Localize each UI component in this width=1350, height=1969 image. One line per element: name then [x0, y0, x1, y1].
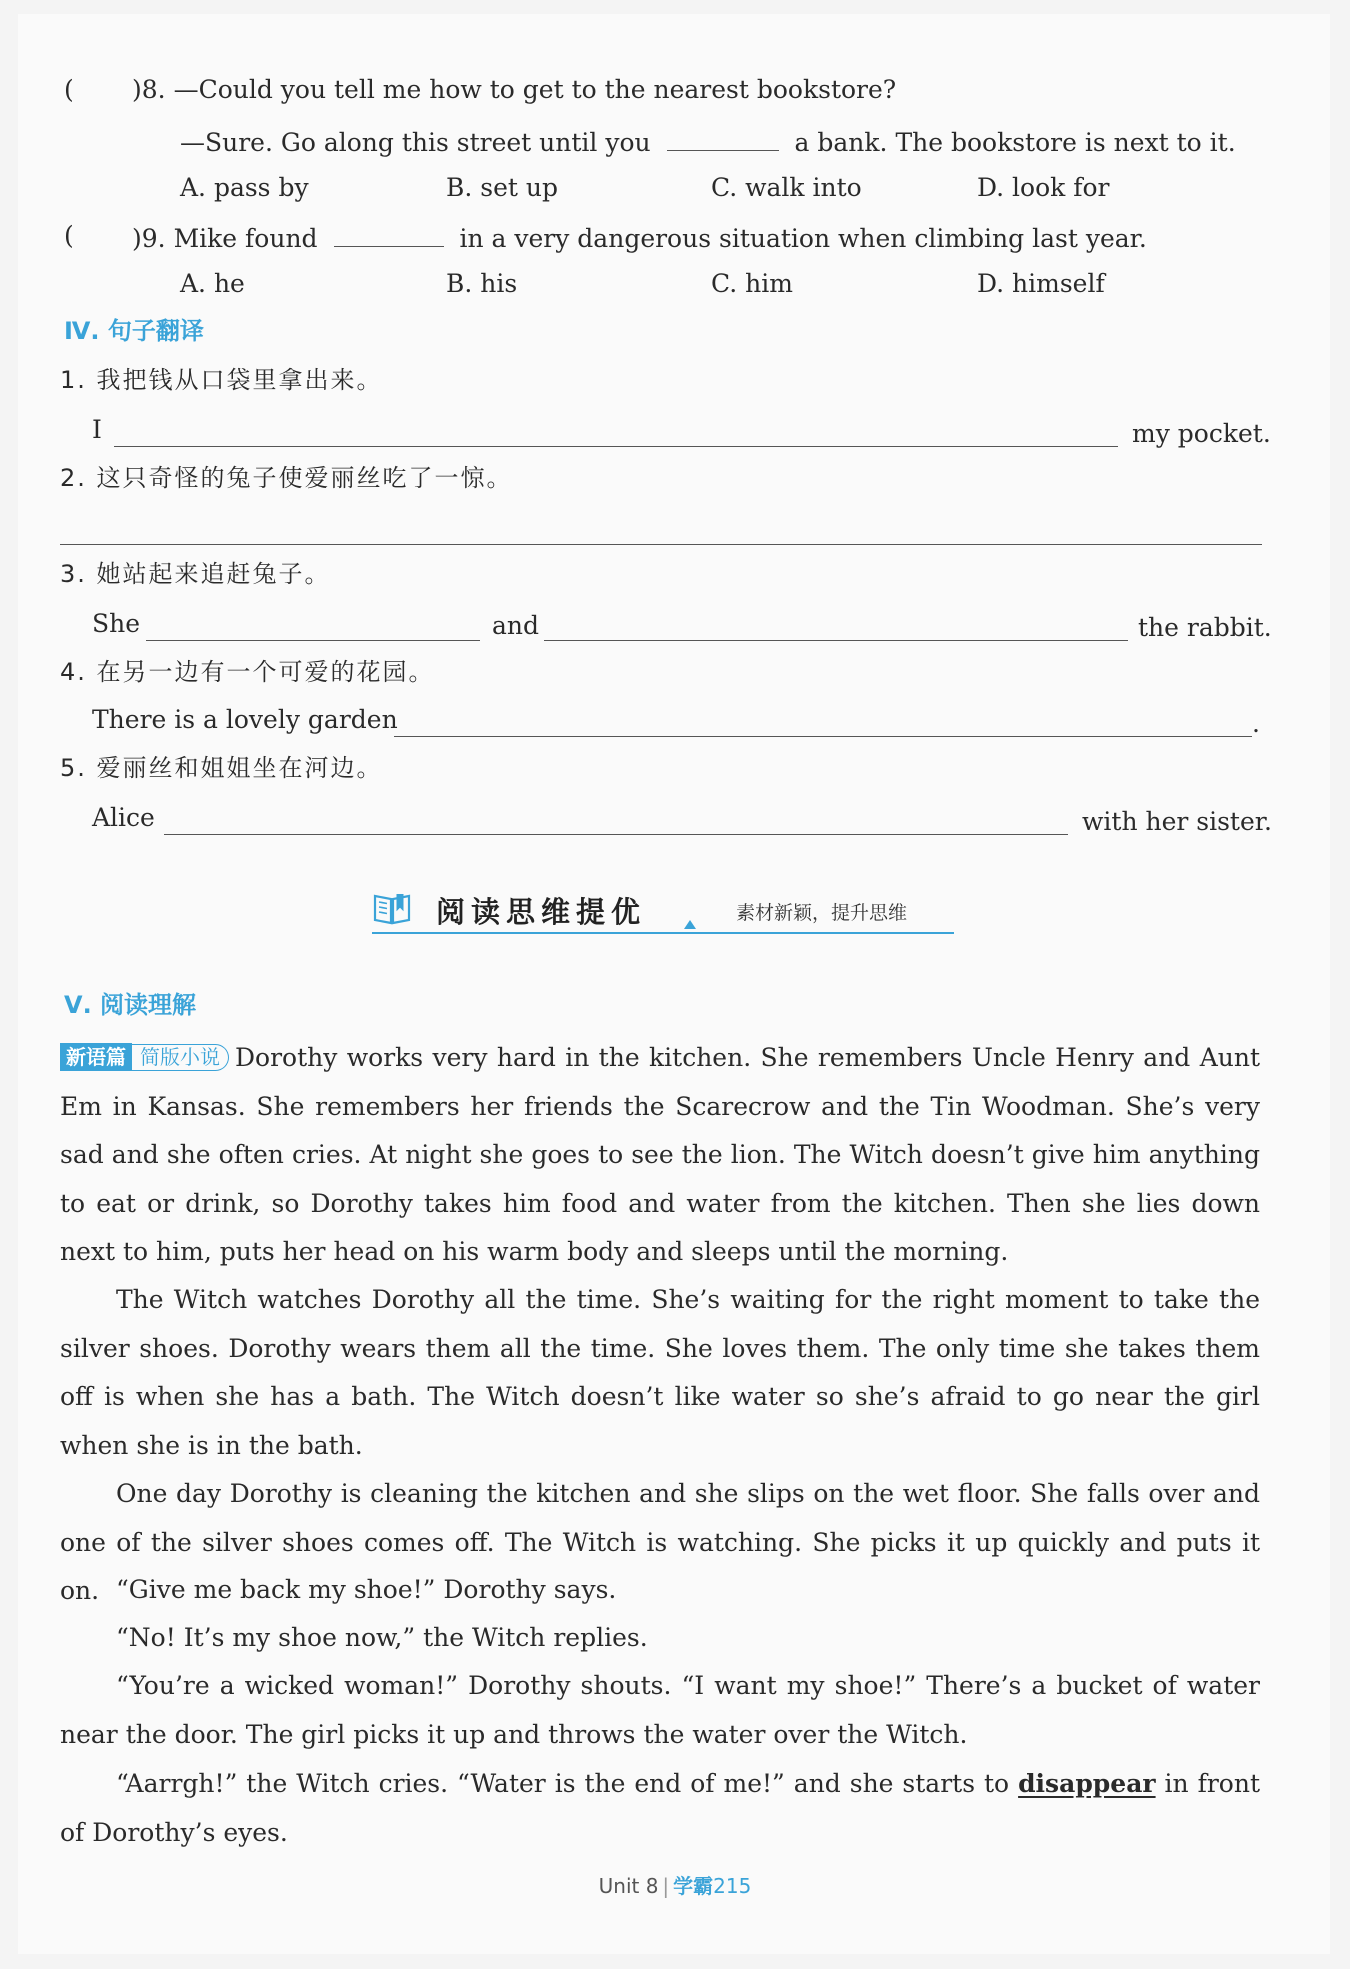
translation-3-start: She [92, 609, 141, 638]
q8-answer-after: a bank. The bookstore is next to it. [794, 128, 1236, 157]
q8-question-text: —Could you tell me how to get to the nearest bookstore? [173, 75, 897, 104]
translation-3-blank-2[interactable] [544, 614, 1128, 641]
q9-before: Mike found [173, 224, 318, 253]
translation-4-chinese: 4. 在另一边有一个可爱的花园。 [60, 658, 435, 686]
reading-paragraph-1 [60, 1034, 1260, 1277]
translation-4-start: There is a lovely garden [92, 705, 398, 734]
translation-2-blank[interactable] [60, 518, 1262, 545]
translation-2-chinese: 2. 这只奇怪的兔子使爱丽丝吃了一惊。 [60, 464, 513, 492]
footer-page-number: 215 [713, 1874, 752, 1898]
q9-blank[interactable] [334, 220, 444, 247]
translation-5-chinese: 5. 爱丽丝和姐姐坐在河边。 [60, 754, 383, 782]
footer-brand: 学霸 [673, 1874, 714, 1898]
translation-1-end: my pocket. [1132, 419, 1271, 448]
q8-option-a: A. pass by [180, 173, 309, 202]
translation-3-mid: and [492, 611, 540, 640]
q9-option-d: D. himself [977, 269, 1105, 298]
q8-question [132, 74, 896, 106]
translation-5-blank[interactable] [164, 808, 1068, 835]
paragraph-7-after: in front of Dorothy’s eyes. [60, 1769, 1261, 1847]
translation-1-blank[interactable] [114, 420, 1118, 447]
paragraph-7-before: “Aarrgh!” the Witch cries. “Water is the end of me!” and she starts to [116, 1769, 1010, 1798]
reading-paragraph-2: The Witch watches Dorothy all the time. She’s waiting for the right moment to take the silver shoes. Dorothy wears them all the time. She loves them. The only time she takes them off is when she has a bath. The Witch doesn’t like water so she’s afraid to go near the girl when she is in the bath. [60, 1285, 1260, 1460]
q9-option-a: A. he [180, 269, 245, 298]
banner-title: 阅读思维提优 [436, 895, 647, 929]
translation-5-start: Alice [92, 803, 155, 832]
page-footer: Unit 8 | 学霸215 [598, 1874, 752, 1898]
reading-banner [372, 888, 954, 934]
paragraph-1-text: Dorothy works very hard in the kitchen. She remembers Uncle Henry and Aunt Em in Kansas. She remembers her friends the Scarecrow and the Tin Woodman. She’s very sad and she often cries. At night she goes to see the lion. The Witch doesn’t give him anything to eat or drink, so Dorothy takes him food and water from the kitchen. Then she lies down next to him, puts her head on his warm body and sleeps until the morning. [60, 1043, 1260, 1266]
q8-answer-before: —Sure. Go along this street until you [180, 128, 651, 157]
banner-arrow [684, 920, 696, 929]
translation-4-end: . [1252, 709, 1260, 738]
q8-option-d: D. look for [977, 173, 1110, 202]
q8-option-b: B. set up [446, 173, 558, 202]
q9-paren-open: ( [64, 221, 74, 250]
reading-paragraph-7 [60, 1760, 1260, 1857]
genre-tag: 简版小说 [132, 1044, 229, 1071]
translation-1-chinese: 1. 我把钱从口袋里拿出来。 [60, 366, 383, 394]
q9-number: )9. [132, 224, 166, 253]
open-book-icon [372, 890, 412, 930]
footer-unit: Unit 8 [598, 1874, 659, 1898]
translation-3-blank-1[interactable] [146, 614, 480, 641]
banner-subtitle: 素材新颖，提升思维 [736, 902, 908, 924]
translation-5-end: with her sister. [1082, 807, 1272, 836]
new-text-tag: 新语篇 [60, 1043, 132, 1071]
translation-4-blank[interactable] [394, 710, 1252, 737]
translation-3-chinese: 3. 她站起来追赶兔子。 [60, 560, 331, 588]
q9-after: in a very dangerous situation when climbing last year. [459, 224, 1147, 253]
reading-paragraph-6: “You’re a wicked woman!” Dorothy shouts. “I want my shoe!” There’s a bucket of water near the door. The girl picks it up and throws the water over the Witch. [60, 1671, 1260, 1749]
q9-question [132, 220, 1147, 255]
q8-number: )8. [132, 75, 166, 104]
translation-3-end: the rabbit. [1138, 613, 1272, 642]
reading-paragraph-5: “No! It’s my shoe now,” the Witch replies. [116, 1623, 648, 1652]
q9-option-c: C. him [711, 269, 793, 298]
q8-paren-open: ( [64, 75, 74, 104]
q9-option-b: B. his [446, 269, 518, 298]
q8-answer [180, 124, 1236, 159]
section-5-heading: Ⅴ. 阅读理解 [64, 991, 197, 1019]
reading-paragraph-4: “Give me back my shoe!” Dorothy says. [116, 1575, 617, 1604]
translation-1-start: I [92, 415, 102, 444]
section-4-heading: Ⅳ. 句子翻译 [64, 317, 204, 345]
keyword-disappear: disappear [1018, 1769, 1156, 1798]
q8-answer-blank[interactable] [667, 124, 779, 151]
reading-paragraph-3: One day Dorothy is cleaning the kitchen and she slips on the wet floor. She falls over and one of the silver shoes comes off. The Witch is watching. She picks it up quickly and puts it on. [60, 1479, 1260, 1605]
q8-option-c: C. walk into [711, 173, 862, 202]
